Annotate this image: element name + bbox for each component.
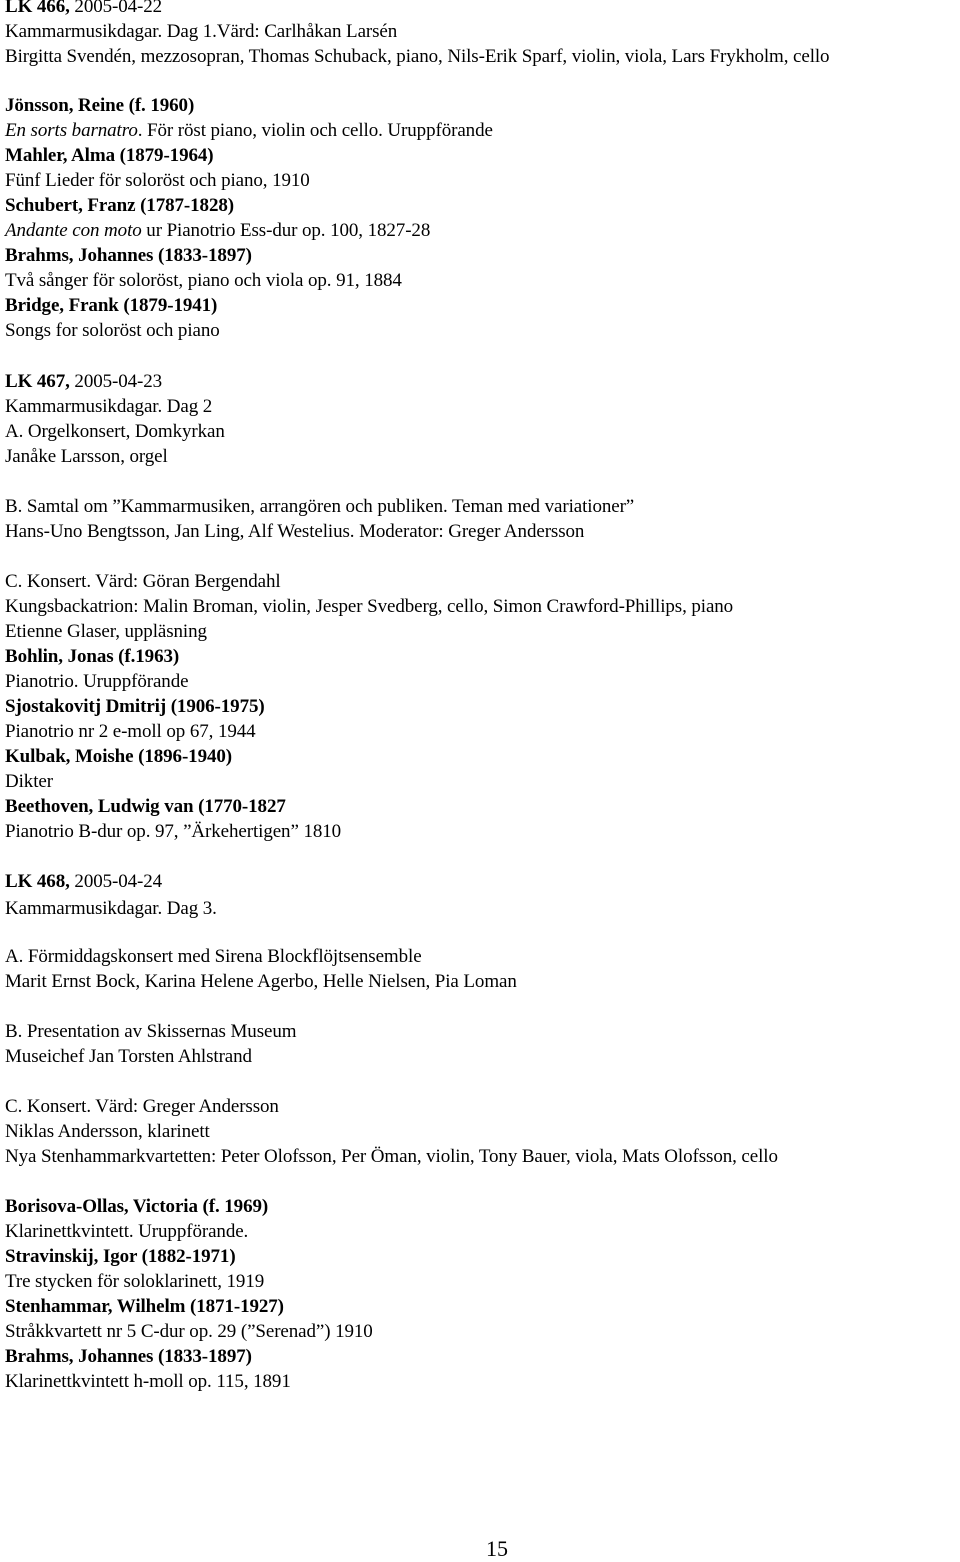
work-title: Songs for soloröst och piano — [5, 320, 220, 341]
composer-name: Jönsson, Reine (f. 1960) — [5, 95, 195, 116]
page-number: 15 — [486, 1536, 508, 1561]
composer-name: Borisova-Ollas, Victoria (f. 1969) — [5, 1196, 269, 1217]
program-part-a: A. Orgelkonsert, Domkyrkan — [5, 421, 225, 442]
work-title: Pianotrio B-dur op. 97, ”Ärkehertigen” 1810 — [5, 821, 342, 842]
program-part-c: C. Konsert. Värd: Greger Andersson — [5, 1096, 279, 1117]
program-part-a: A. Förmiddagskonsert med Sirena Blockflöjtsensemble — [5, 946, 422, 967]
composer-name: Kulbak, Moishe (1896-1940) — [5, 746, 232, 767]
program-part-c-reader: Etienne Glaser, uppläsning — [5, 621, 207, 642]
composer-name: Schubert, Franz (1787-1828) — [5, 195, 234, 216]
composer-name: Stenhammar, Wilhelm (1871-1927) — [5, 1296, 284, 1317]
program-part-c-performer: Niklas Andersson, klarinett — [5, 1121, 210, 1142]
composer-name: Bridge, Frank (1879-1941) — [5, 295, 218, 316]
program-part-b-people: Museichef Jan Torsten Ahlstrand — [5, 1046, 252, 1067]
work-title: Klarinettkvintett h-moll op. 115, 1891 — [5, 1371, 291, 1392]
concert-event-lk467: Kammarmusikdagar. Dag 2 — [5, 396, 213, 417]
program-part-b-people: Hans-Uno Bengtsson, Jan Ling, Alf Westelius. Moderator: Greger Andersson — [5, 521, 585, 542]
concert-event-lk468: Kammarmusikdagar. Dag 3. — [5, 898, 217, 919]
concert-heading-lk468: LK 468, 2005-04-24 — [5, 871, 163, 892]
work-title: En sorts barnatro. För röst piano, violin och cello. Uruppförande — [5, 120, 493, 141]
program-part-a-performer: Janåke Larsson, orgel — [5, 446, 168, 467]
work-title: Stråkkvartett nr 5 C-dur op. 29 (”Serenad”) 1910 — [5, 1321, 373, 1342]
work-title: Pianotrio. Uruppförande — [5, 671, 189, 692]
concert-performers-lk466: Birgitta Svendén, mezzosopran, Thomas Schuback, piano, Nils-Erik Sparf, violin, viola, Lars Frykholm, cello — [5, 46, 830, 67]
program-part-a-performers: Marit Ernst Bock, Karina Helene Agerbo, Helle Nielsen, Pia Loman — [5, 971, 517, 992]
work-title: Klarinettkvintett. Uruppförande. — [5, 1221, 249, 1242]
composer-name: Sjostakovitj Dmitrij (1906-1975) — [5, 696, 265, 717]
program-part-c: C. Konsert. Värd: Göran Bergendahl — [5, 571, 281, 592]
program-part-b: B. Presentation av Skissernas Museum — [5, 1021, 297, 1042]
composer-name: Bohlin, Jonas (f.1963) — [5, 646, 180, 667]
work-title: Tre stycken för soloklarinett, 1919 — [5, 1271, 265, 1292]
concert-heading-lk466: LK 466, 2005-04-22 — [5, 0, 163, 17]
composer-name: Stravinskij, Igor (1882-1971) — [5, 1246, 236, 1267]
work-title: Två sånger för soloröst, piano och viola op. 91, 1884 — [5, 270, 402, 291]
concert-heading-lk467: LK 467, 2005-04-23 — [5, 371, 163, 392]
work-title: Fünf Lieder för soloröst och piano, 1910 — [5, 170, 310, 191]
work-title: Andante con moto ur Pianotrio Ess-dur op. 100, 1827-28 — [5, 220, 431, 241]
concert-event-lk466: Kammarmusikdagar. Dag 1.Värd: Carlhåkan Larsén — [5, 21, 398, 42]
program-part-c-performer: Nya Stenhammarkvartetten: Peter Olofsson, Per Öman, violin, Tony Bauer, viola, Mats Olofsson, cello — [5, 1146, 778, 1167]
work-title: Dikter — [5, 771, 53, 792]
work-title: Pianotrio nr 2 e-moll op 67, 1944 — [5, 721, 256, 742]
program-part-c-performers: Kungsbackatrion: Malin Broman, violin, Jesper Svedberg, cello, Simon Crawford-Phillips, piano — [5, 596, 734, 617]
composer-name: Mahler, Alma (1879-1964) — [5, 145, 214, 166]
composer-name: Brahms, Johannes (1833-1897) — [5, 1346, 252, 1367]
program-part-b: B. Samtal om ”Kammarmusiken, arrangören och publiken. Teman med variationer” — [5, 496, 635, 517]
composer-name: Beethoven, Ludwig van (1770-1827 — [5, 796, 286, 817]
composer-name: Brahms, Johannes (1833-1897) — [5, 245, 252, 266]
